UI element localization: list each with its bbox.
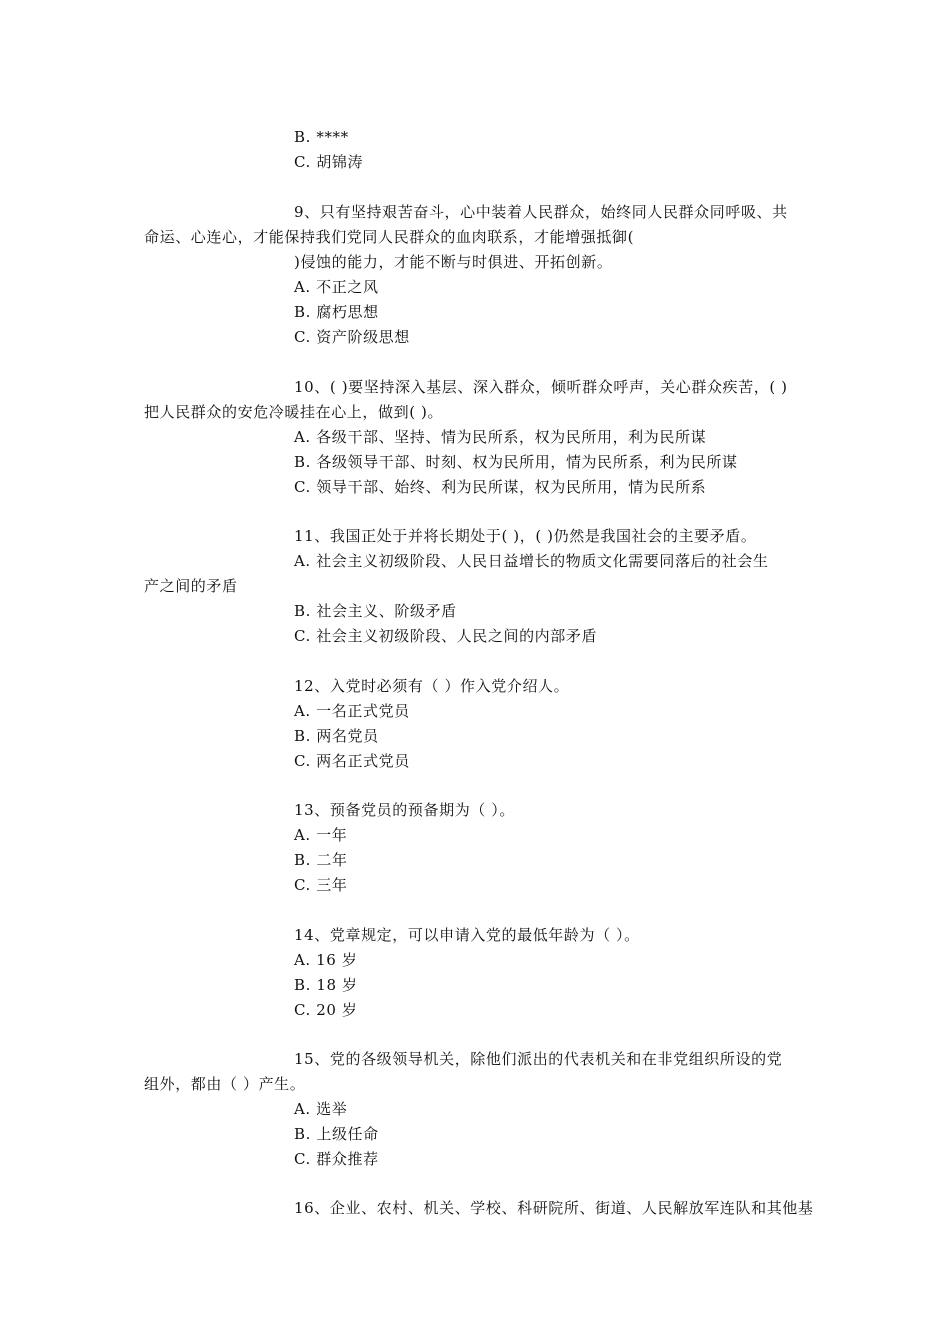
- option-c-q11: C. 社会主义初级阶段、人民之间的内部矛盾: [294, 627, 598, 645]
- question-9-line-3: )侵蚀的能力，才能不断与时俱进、开拓创新。: [294, 253, 613, 271]
- option-c-q13: C. 三年: [294, 876, 348, 894]
- option-a-q13: A. 一年: [294, 826, 348, 844]
- option-b-q10: B. 各级领导干部、时刻、权为民所用，情为民所系，利为民所谋: [294, 453, 738, 471]
- option-a-q11-line-2: 产之间的矛盾: [144, 577, 238, 595]
- question-9-line-1: 9、只有坚持艰苦奋斗，心中装着人民群众，始终同人民群众同呼吸、共: [294, 203, 788, 221]
- question-10-line-2: 把人民群众的安危冷暖挂在心上，做到( )。: [144, 403, 444, 421]
- option-a-q10: A. 各级干部、坚持、情为民所系，权为民所用，利为民所谋: [294, 428, 707, 446]
- option-a-q11-line-1: A. 社会主义初级阶段、人民日益增长的物质文化需要同落后的社会生: [294, 552, 769, 570]
- option-c-q9: C. 资产阶级思想: [294, 328, 410, 346]
- option-c-q15: C. 群众推荐: [294, 1150, 379, 1168]
- option-b-q14: B. 18 岁: [294, 976, 358, 994]
- question-15-line-2: 组外，都由（ ）产生。: [144, 1075, 306, 1093]
- question-11-line-1: 11、我国正处于并将长期处于( )，( )仍然是我国社会的主要矛盾。: [294, 527, 757, 545]
- option-b-q11: B. 社会主义、阶级矛盾: [294, 602, 457, 620]
- question-15-line-1: 15、党的各级领导机关，除他们派出的代表机关和在非党组织所设的党: [294, 1050, 783, 1068]
- option-b-q15: B. 上级任命: [294, 1125, 379, 1143]
- option-c-q10: C. 领导干部、始终、利为民所谋，权为民所用，情为民所系: [294, 478, 707, 496]
- option-b-q9: B. 腐朽思想: [294, 303, 379, 321]
- question-13: 13、预备党员的预备期为（ ）。: [294, 801, 515, 819]
- question-12: 12、入党时必须有（ ）作入党介绍人。: [294, 677, 570, 695]
- option-c-q14: C. 20 岁: [294, 1001, 358, 1019]
- option-c-q12: C. 两名正式党员: [294, 752, 410, 770]
- question-16-line-1: 16、企业、农村、机关、学校、科研院所、街道、人民解放军连队和其他基: [294, 1199, 814, 1217]
- option-a-q12: A. 一名正式党员: [294, 702, 410, 720]
- question-9-line-2: 命运、心连心，才能保持我们党同人民群众的血肉联系，才能增强抵御(: [144, 228, 635, 246]
- question-10-line-1: 10、( )要坚持深入基层、深入群众，倾听群众呼声，关心群众疾苦，( ): [294, 378, 788, 396]
- option-b-q13: B. 二年: [294, 851, 348, 869]
- option-b-q12: B. 两名党员: [294, 727, 379, 745]
- option-a-q15: A. 选举: [294, 1100, 348, 1118]
- option-c-q8: C. 胡锦涛: [294, 153, 364, 171]
- question-14: 14、党章规定，可以申请入党的最低年龄为（ ）。: [294, 926, 640, 944]
- option-a-q9: A. 不正之风: [294, 278, 379, 296]
- option-a-q14: A. 16 岁: [294, 951, 358, 969]
- option-b-q8: B. ****: [294, 128, 349, 146]
